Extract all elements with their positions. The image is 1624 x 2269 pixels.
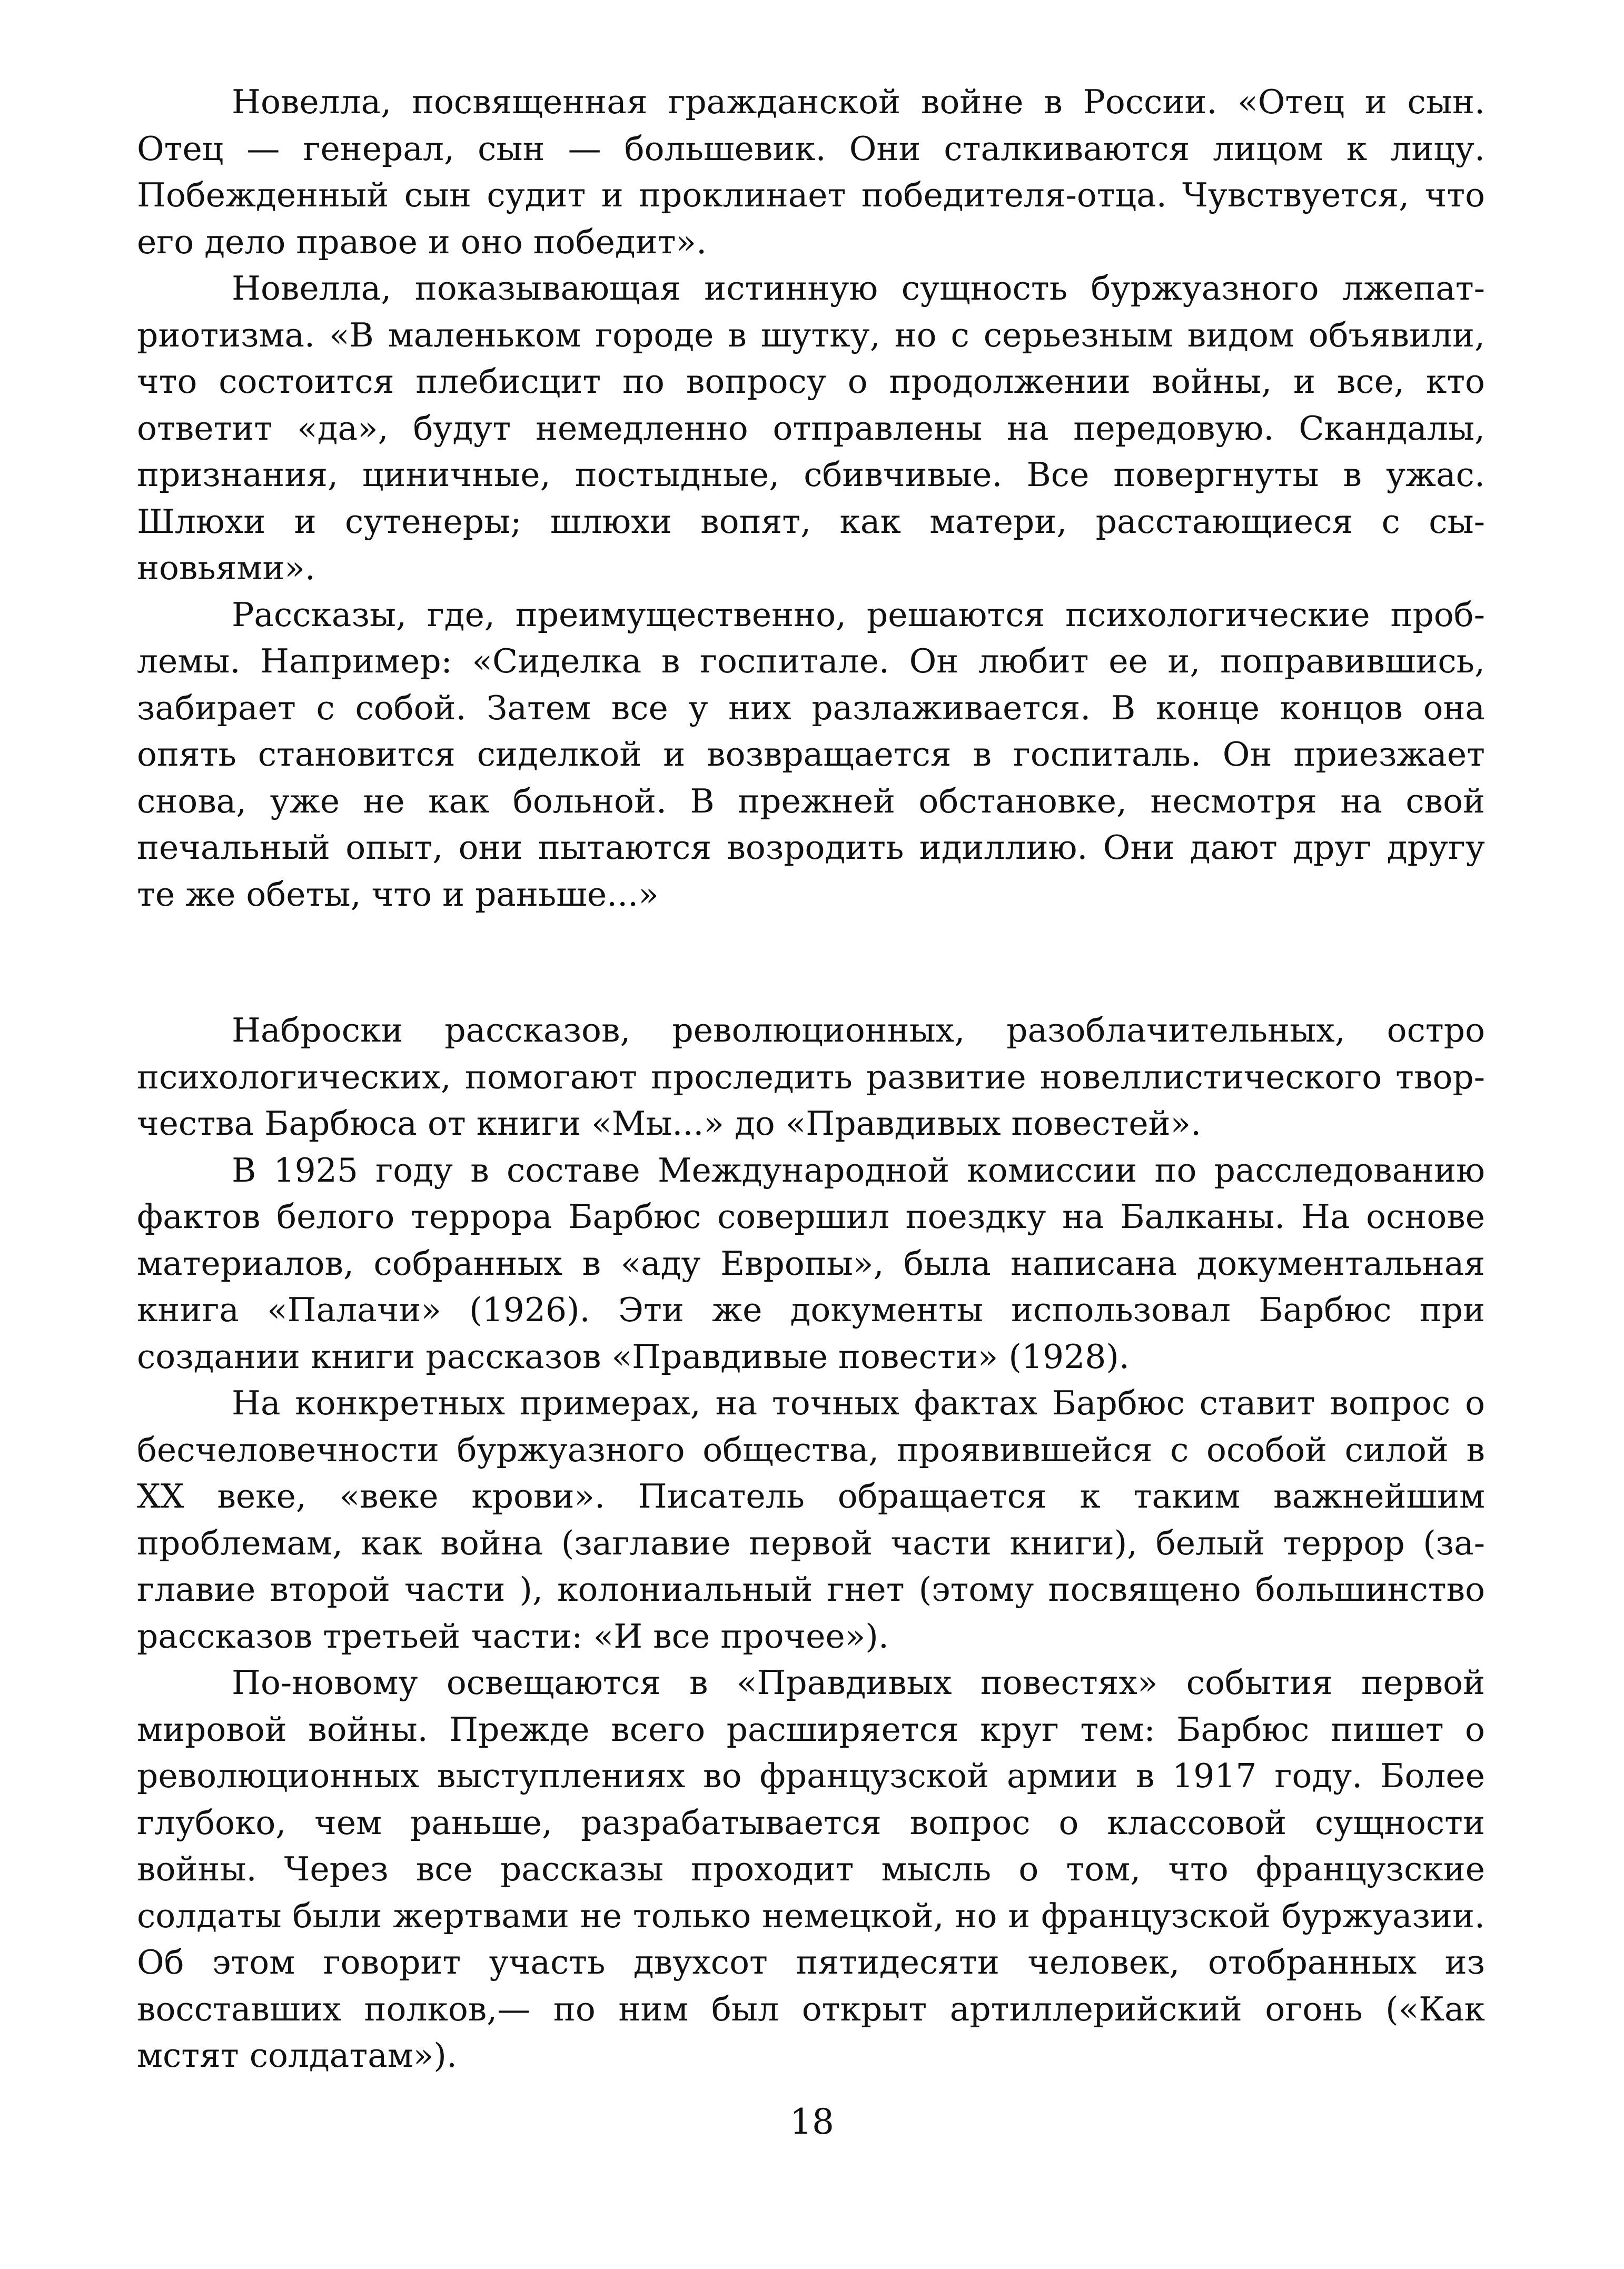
paragraph-psychological-stories: Рассказы, где, преимущественно, решаются психологические проблемы. Например: «Сиделка в госпитале. Он любит ее и, поправившись, забирает с собой. Затем все у них разлаживается. В конце концов она опять становится сиделкой и возвращается в госпиталь. Он приезжает снова, уже не как больной. В прежней обстановке, несмотря на свой печальный опыт, они пытаются возродить идиллию. Они дают друг другу те же обеты, что и раньше...» bbox=[137, 595, 1485, 914]
paragraph-balkans-trip: В 1925 году в составе Международной комиссии по расследованию фактов белого террора Барбюс совершил поездку на Балканы. На основе материалов, собранных в «аду Европы», была написана документальная книга «Палачи» (1926). Эти же документы использовал Барбюс при создании книги рассказов «Правдивые повести» (1928). bbox=[137, 1151, 1485, 1376]
paragraph-first-world-war: По-новому освещаются в «Правдивых повестях» события первой мировой войны. Прежде всего расширяется круг тем: Барбюс пишет о революционных выступлениях во французской армии в 1917 году. Более глубоко, чем раньше, разрабатывается вопрос о классовой сущности войны. Через все рассказы проходит мысль о том, что французские солдаты были жертвами не только немецкой, но и французской буржуазии. Об этом говорит участь двухсот пятидесяти человек, отобранных из восставших полков,— по ним был открыт артиллерийский огонь («Как мстят солдатам»). bbox=[137, 1663, 1485, 2075]
paragraph-bourgeois-inhumanity: На конкретных примерах, на точных фактах Барбюс ставит вопрос о бесчеловечности буржуазного общества, проявившейся с особой силой в XX веке, «веке крови». Писатель обращается к таким важнейшим проблемам, как война (заглавие первой части книги), белый террор (заглавие второй части ), колониальный гнет (этому посвящено большинство рассказов третьей части: «И все прочее»). bbox=[137, 1384, 1485, 1656]
section-gap bbox=[137, 918, 1485, 1007]
page-body bbox=[137, 79, 1485, 2079]
page-number: 18 bbox=[790, 2102, 834, 2142]
paragraph-story-sketches: Наброски рассказов, революционных, разоблачительных, остро психологических, помогают проследить развитие новеллистического творчества Барбюса от книги «Мы...» до «Правдивых повестей». bbox=[137, 1011, 1485, 1143]
paragraph-pseudo-patriotism-novella: Новелла, показывающая истинную сущность буржуазного лжепатриотизма. «В маленьком городе в шутку, но с серьезным видом объявили, что состоится плебисцит по вопросу о продолжении войны, и все, кто ответит «да», будут немедленно отправлены на передовую. Скандалы, признания, циничные, постыдные, сбивчивые. Все повергнуты в ужас. Шлюхи и сутенеры; шлюхи вопят, как матери, расстающиеся с сыновьями». bbox=[137, 269, 1485, 587]
paragraph-civil-war-novella: Новелла, посвященная гражданской войне в России. «Отец и сын. Отец — генерал, сын — большевик. Они сталкиваются лицом к лицу. Побежденный сын судит и проклинает победителя-отца. Чувствуется, что его дело правое и оно победит». bbox=[137, 83, 1485, 261]
